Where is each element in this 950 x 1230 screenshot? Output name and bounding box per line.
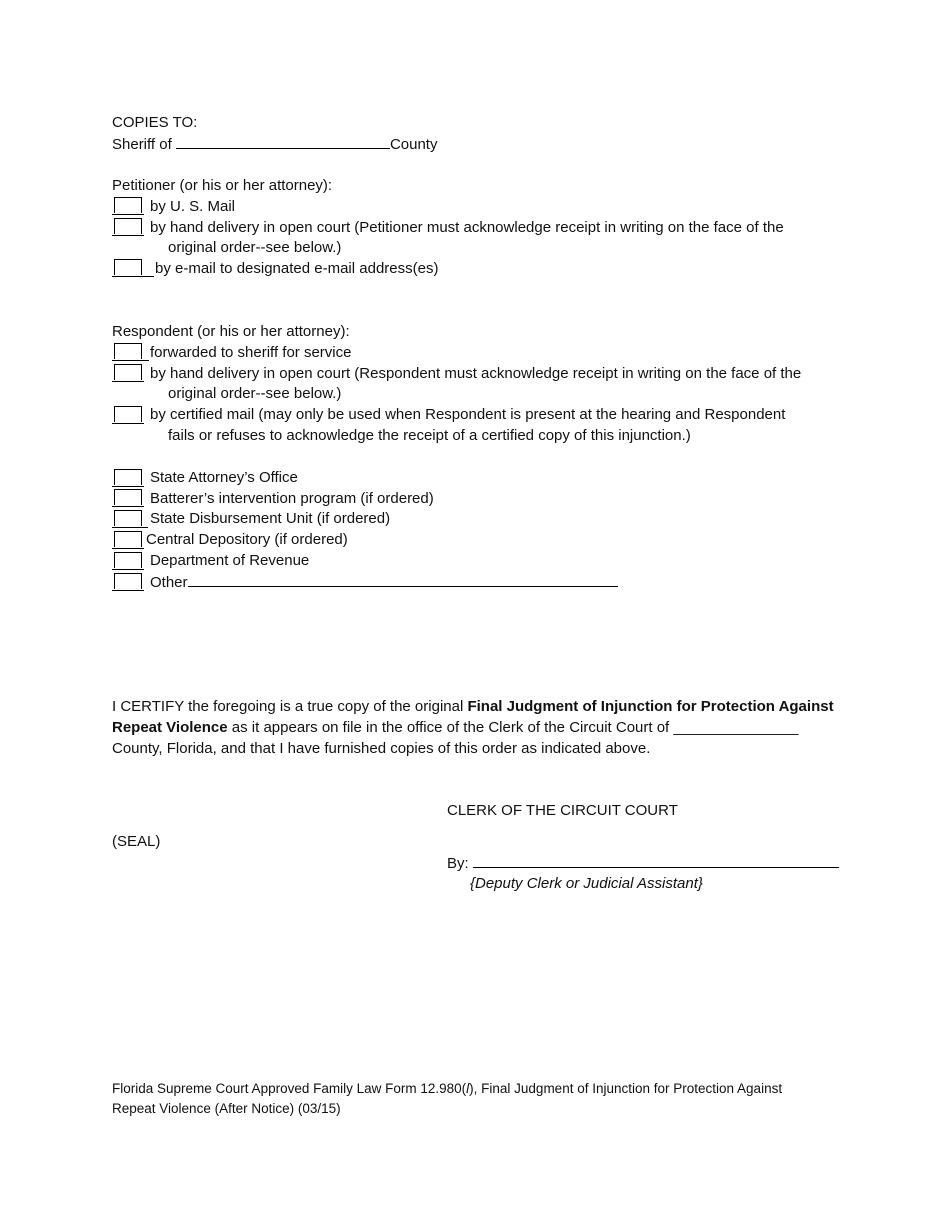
petitioner-mail-label: by U. S. Mail bbox=[150, 198, 236, 215]
footer-text-italic: l bbox=[466, 1081, 470, 1096]
clerk-title: CLERK OF THE CIRCUIT COURT bbox=[447, 802, 678, 819]
department-revenue-checkbox[interactable] bbox=[112, 550, 144, 570]
respondent-hand-delivery-continuation: original order--see below.) bbox=[168, 385, 342, 402]
sheriff-county-blank[interactable] bbox=[176, 133, 390, 149]
certify-text-2: as it appears on file in the office of the Clerk of the Circuit Court of bbox=[227, 719, 674, 736]
respondent-sheriff-label: forwarded to sheriff for service bbox=[150, 344, 352, 361]
batterer-program-checkbox[interactable] bbox=[112, 487, 144, 507]
sheriff-suffix: County bbox=[389, 136, 438, 153]
sheriff-prefix: Sheriff of bbox=[112, 136, 172, 153]
state-attorney-label: State Attorney’s Office bbox=[150, 469, 298, 486]
state-disbursement-label: State Disbursement Unit (if ordered) bbox=[150, 510, 391, 527]
certify-form-title-2: Repeat Violence bbox=[112, 719, 228, 736]
other-line bbox=[150, 571, 618, 593]
petitioner-email-label: by e-mail to designated e-mail address(es) bbox=[155, 260, 439, 277]
petitioner-hand-delivery-continuation: original order--see below.) bbox=[168, 239, 342, 256]
sheriff-line bbox=[112, 133, 437, 155]
by-line bbox=[447, 852, 839, 874]
by-label: By: bbox=[447, 855, 469, 872]
petitioner-heading: Petitioner (or his or her attorney): bbox=[112, 177, 333, 194]
deputy-clerk-caption: {Deputy Clerk or Judicial Assistant} bbox=[470, 875, 703, 892]
respondent-sheriff-checkbox[interactable] bbox=[112, 341, 149, 361]
state-disbursement-checkbox[interactable] bbox=[112, 508, 148, 528]
copies-heading: COPIES TO: bbox=[112, 114, 198, 131]
footer-text-a: Florida Supreme Court Approved Family Law Form 12.980( bbox=[112, 1081, 467, 1096]
certification-paragraph bbox=[112, 696, 838, 759]
other-blank[interactable] bbox=[188, 571, 618, 587]
other-checkbox[interactable] bbox=[112, 571, 144, 591]
other-label: Other bbox=[150, 574, 188, 591]
respondent-certified-mail-continuation: fails or refuses to acknowledge the receipt of a certified copy of this injunction.) bbox=[168, 427, 691, 444]
respondent-certified-mail-label: by certified mail (may only be used when Respondent is present at the hearing and Respondent bbox=[150, 406, 786, 423]
petitioner-hand-delivery-label: by hand delivery in open court (Petitioner must acknowledge receipt in writing on the face of the bbox=[150, 219, 784, 236]
footer-text-c: Repeat Violence (After Notice) (03/15) bbox=[112, 1101, 341, 1116]
circuit-court-county-blank[interactable]: _______________ bbox=[673, 719, 799, 736]
certify-text-3: County, Florida, and that I have furnished copies of this order as indicated above. bbox=[112, 740, 651, 757]
respondent-hand-delivery-checkbox[interactable] bbox=[112, 362, 144, 382]
state-attorney-checkbox[interactable] bbox=[112, 467, 144, 487]
central-depository-label: Central Depository (if ordered) bbox=[146, 531, 348, 548]
respondent-certified-mail-checkbox[interactable] bbox=[112, 404, 144, 424]
respondent-hand-delivery-label: by hand delivery in open court (Respondent must acknowledge receipt in writing on the face of the bbox=[150, 365, 802, 382]
footer-text-b: ), Final Judgment of Injunction for Protection Against bbox=[469, 1081, 783, 1096]
certify-form-title: Final Judgment of Injunction for Protection Against bbox=[467, 698, 834, 715]
batterer-program-label: Batterer’s intervention program (if ordered) bbox=[150, 490, 434, 507]
clerk-signature-line[interactable] bbox=[473, 852, 839, 868]
form-footer bbox=[112, 1079, 832, 1119]
respondent-heading: Respondent (or his or her attorney): bbox=[112, 323, 350, 340]
petitioner-hand-delivery-checkbox[interactable] bbox=[112, 216, 144, 236]
petitioner-email-checkbox[interactable] bbox=[112, 257, 154, 277]
department-revenue-label: Department of Revenue bbox=[150, 552, 310, 569]
central-depository-checkbox[interactable] bbox=[112, 529, 144, 549]
seal-label: (SEAL) bbox=[112, 833, 161, 850]
petitioner-mail-checkbox[interactable] bbox=[112, 195, 144, 215]
certify-text-1: I CERTIFY the foregoing is a true copy of the original bbox=[112, 698, 468, 715]
